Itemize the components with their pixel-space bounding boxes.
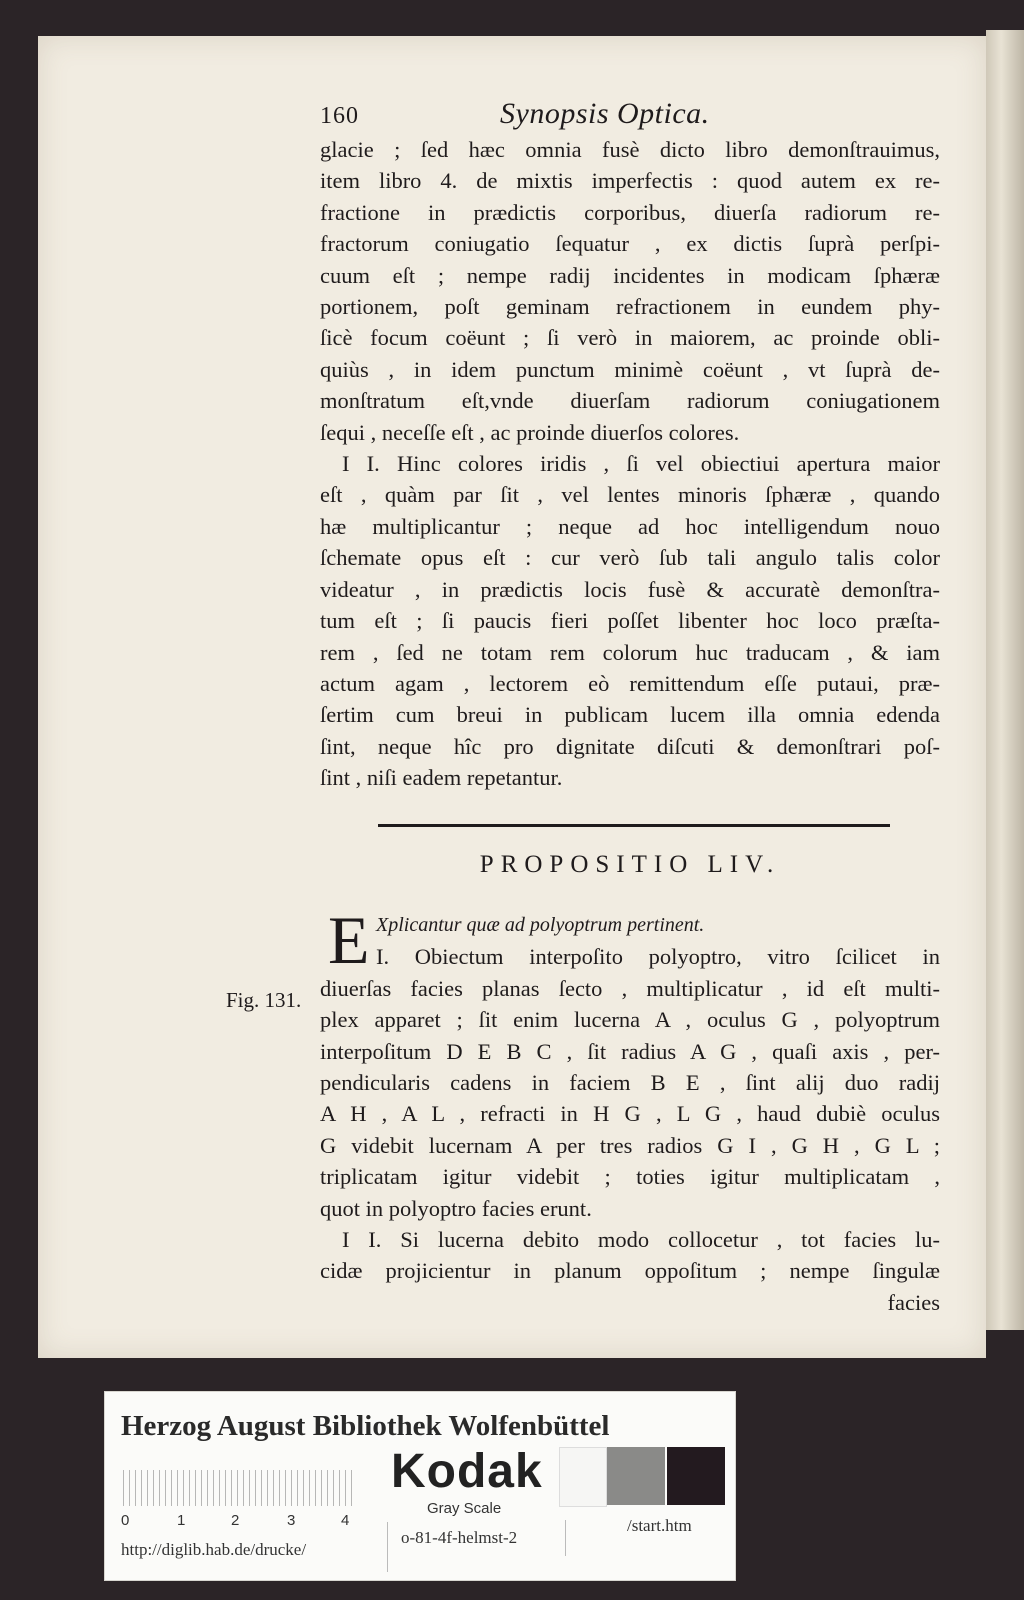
text-line: I I. Hinc colores iridis , ſi vel obiectiui apertura maior [342, 451, 940, 477]
text-line: Xplicantur quæ ad polyoptrum pertinent. [376, 913, 705, 936]
scale-number: 0 [121, 1512, 130, 1529]
catchword: facies [887, 1289, 940, 1315]
figure-label: Fig. 131. [226, 988, 302, 1012]
gray-scale-label: Gray Scale [427, 1500, 502, 1517]
text-line: hæ multiplicantur ; neque ad hoc intelligendum nouo [320, 513, 940, 539]
text-line: videatur , in prædictis locis fusè & accuratè demonſtra- [320, 576, 940, 602]
text-line: ſchemate opus eſt : cur verò ſub tali angulo talis color [320, 545, 940, 571]
scale-number: 2 [231, 1512, 240, 1529]
proposition-body [320, 901, 940, 1318]
kodak-logo: Kodak [391, 1445, 543, 1498]
text-line: glacie ; ſed hæc omnia fusè dicto libro demonſtrauimus, [320, 137, 940, 162]
text-line: monſtratum eſt,vnde diuerſam radiorum coniugationem [320, 388, 940, 414]
page-number: 160 [320, 103, 359, 129]
text-line: fractorum coniugatio ſequatur , ex dictis ſuprà perſpi- [320, 231, 940, 257]
text-line: ſequi , neceſſe eſt , ac proinde diuerſos colores. [320, 419, 740, 445]
text-line: I I. Si lucerna debito modo collocetur , tot facies lu- [342, 1227, 940, 1252]
text-line: pendicularis cadens in faciem B E , ſint alij duo radij [320, 1069, 940, 1095]
url-base: http://diglib.hab.de/drucke/ [121, 1540, 307, 1559]
text-line: quiùs , in idem punctum minimè coëunt , vt ſuprà de- [320, 356, 940, 382]
text-line: tum eſt ; ſi paucis fieri poſſet libenter hoc loco præſta- [320, 608, 940, 634]
proposition-heading: PROPOSITIO LIV. [479, 850, 781, 878]
text-line: ſertim cum breui in publicam lucem illa omnia edenda [320, 702, 940, 728]
text-line: actum agam , lectorem eò remittendum eſſe putaui, præ- [320, 670, 940, 696]
text-line: triplicatam igitur videbit ; toties igitur multiplicatam , [320, 1164, 940, 1190]
text-line: ſicè focum coëunt ; ſi verò in maiorem, ac proinde obli- [320, 325, 940, 351]
text-line: rem , ſed ne totam rem colorum huc traducam , & iam [320, 639, 940, 665]
text-line: cidæ projicientur in planum oppoſitum ; nempe ſingulæ [320, 1258, 940, 1284]
paragraph-2 [320, 448, 940, 793]
paragraph-1 [320, 134, 940, 448]
text-line: item libro 4. de mixtis imperfectis : quod autem ex re- [320, 168, 940, 194]
black-swatch [667, 1447, 725, 1505]
drop-cap: E [328, 901, 370, 978]
url-id: o-81-4f-helmst-2 [401, 1528, 518, 1547]
color-target-card [104, 1391, 736, 1581]
text-line: eſt , quàm par ſit , vel lentes minoris ſphæræ , quando [320, 482, 940, 508]
divider [387, 1522, 388, 1572]
text-line: G videbit lucernam A per tres radios G I , G H , G L ; [320, 1132, 940, 1158]
text-line: A H , A L , refracti in H G , L G , haud dubiè oculus [320, 1101, 940, 1127]
scale-number: 1 [177, 1512, 186, 1529]
page-edge [986, 30, 1024, 1330]
text-line: portionem, poſt geminam refractionem in eundem phy- [320, 294, 940, 320]
page-header [320, 98, 940, 134]
section-rule [378, 824, 890, 827]
url-suffix: /start.htm [627, 1516, 692, 1535]
text-line: quot in polyoptro facies erunt. [320, 1195, 592, 1221]
text-line: ſint , niſi eadem repetantur. [320, 765, 563, 791]
text-line: fractione in prædictis corporibus, diuerſa radiorum re- [320, 199, 940, 225]
text-line: diuerſas facies planas ſecto , multiplicatur , id eſt multi- [320, 975, 940, 1001]
text-line: cuum eſt ; nempe radij incidentes in modicam ſphæræ [320, 262, 940, 288]
gray-swatch [607, 1447, 665, 1505]
scale-number: 4 [341, 1512, 350, 1529]
text-line: plex apparet ; ſit enim lucerna A , oculus G , polyoptrum [320, 1007, 940, 1033]
white-swatch [559, 1447, 607, 1507]
running-title: Synopsis Optica. [500, 97, 710, 130]
text-line: I. Obiectum interpoſito polyoptro, vitro ſcilicet in [376, 944, 940, 970]
text-line: ſint, neque hîc pro dignitate diſcuti & demonſtrari poſ- [320, 733, 940, 759]
library-name: Herzog August Bibliothek Wolfenbüttel [121, 1410, 610, 1442]
text-block [320, 98, 940, 1318]
divider [565, 1520, 566, 1556]
text-line: interpoſitum D E B C , ſit radius A G , quaſi axis , per- [320, 1038, 940, 1064]
scale-number: 3 [287, 1512, 296, 1529]
scale-ruler [123, 1470, 353, 1506]
